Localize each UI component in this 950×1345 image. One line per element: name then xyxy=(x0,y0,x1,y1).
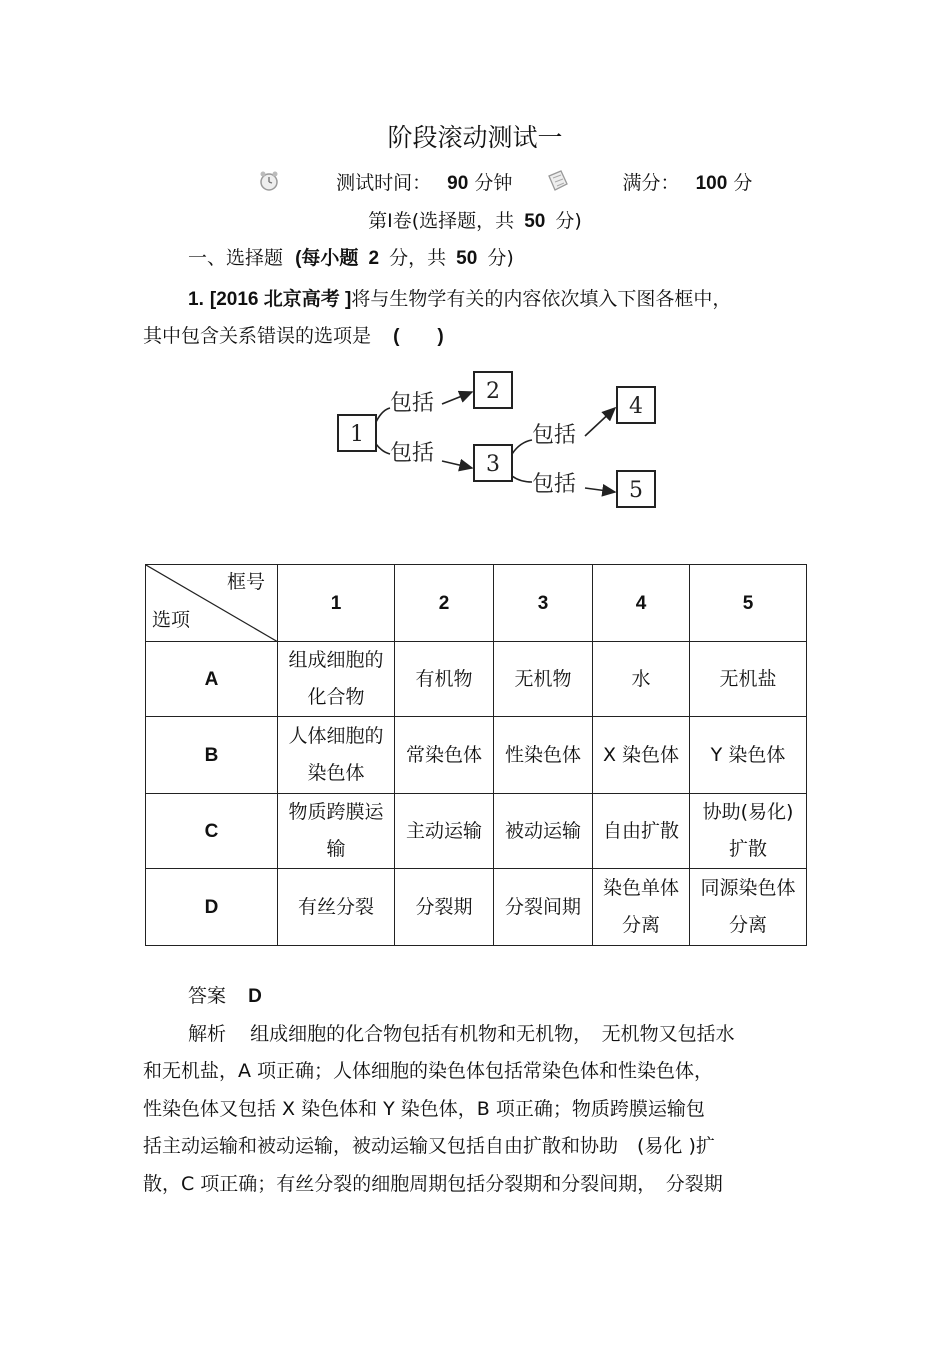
table-corner-cell xyxy=(146,565,278,642)
diagram-box-5-label: 5 xyxy=(629,478,643,503)
question-line-1 xyxy=(188,284,731,311)
answer-blank: ( ) xyxy=(393,326,444,347)
table-cell: 同源染色体分离 xyxy=(690,869,807,946)
analysis-line-2: 和无机盐，A 项正确；人体细胞的染色体包括常染色体和性染色体， xyxy=(143,1060,714,1082)
diagram-arrow-3-4 xyxy=(585,408,615,436)
diagram-label-1-3: 包括 xyxy=(390,441,435,466)
table-cell: 无机物 xyxy=(494,642,593,717)
volume-suffix: 分) xyxy=(555,210,582,232)
table-row xyxy=(146,642,807,717)
score-unit: 分 xyxy=(733,172,753,194)
table-cell: Y 染色体 xyxy=(690,717,807,794)
table-cell: 分裂间期 xyxy=(494,869,593,946)
test-meta xyxy=(258,168,752,195)
table-cell: 水 xyxy=(593,642,690,717)
diagram-link-3-5 xyxy=(512,476,532,482)
time-unit: 分钟 xyxy=(474,172,513,194)
diagram-link-1-3 xyxy=(376,444,390,454)
answer-value: D xyxy=(248,986,262,1007)
table-cell: 被动运输 xyxy=(494,794,593,869)
table-cell: 有机物 xyxy=(395,642,494,717)
table-cell: X 染色体 xyxy=(593,717,690,794)
analysis-label: 解析 xyxy=(188,1023,227,1045)
column-header-4: 4 xyxy=(593,565,690,642)
table-cell: 物质跨膜运输 xyxy=(278,794,395,869)
time-label: 测试时间： xyxy=(336,172,432,194)
table-row xyxy=(146,869,807,946)
corner-header-bottom: 选项 xyxy=(152,609,191,631)
table-cell: 主动运输 xyxy=(395,794,494,869)
paper-icon xyxy=(546,170,570,192)
column-header-3: 3 xyxy=(494,565,593,642)
table-cell: 组成细胞的化合物 xyxy=(278,642,395,717)
score-value: 100 xyxy=(695,173,728,194)
section-detail-a: (每小题 xyxy=(295,248,359,269)
corner-header-top: 框号 xyxy=(226,571,265,593)
diagram-label-3-4: 包括 xyxy=(532,423,577,448)
answer-label: 答案 xyxy=(188,985,227,1007)
table-row xyxy=(146,717,807,794)
section-per: 2 xyxy=(368,248,380,269)
section-detail-c: 分) xyxy=(487,247,514,269)
diagram-label-3-5: 包括 xyxy=(532,472,577,497)
question-text-2: 其中包含关系错误的选项是 xyxy=(143,325,372,347)
table-row xyxy=(146,794,807,869)
volume-prefix: 第Ⅰ卷(选择题，共 xyxy=(368,210,515,232)
section-prefix: 一、选择题 xyxy=(188,247,284,269)
inclusion-diagram xyxy=(320,358,680,523)
diagram-link-3-4 xyxy=(512,440,532,454)
question-number: 1. xyxy=(188,289,204,310)
table-cell: 染色单体分离 xyxy=(593,869,690,946)
page-title: 阶段滚动测试一 xyxy=(387,123,563,152)
column-header-1: 1 xyxy=(278,565,395,642)
answer-line xyxy=(188,981,262,1008)
analysis-line-4: 括主动运输和被动运输，被动运输又包括自由扩散和协助 (易化 )扩 xyxy=(143,1135,715,1157)
section-total: 50 xyxy=(456,248,478,269)
score-label: 满分： xyxy=(622,172,680,194)
diagram-link-1-2 xyxy=(376,408,390,422)
analysis-line-1 xyxy=(188,1019,735,1046)
diagram-arrow-3-5 xyxy=(585,488,615,492)
row-key: C xyxy=(146,794,278,869)
volume-points: 50 xyxy=(524,211,546,232)
analysis-text-1: 组成细胞的化合物包括有机物和无机物， 无机物又包括水 xyxy=(250,1023,735,1045)
table-cell: 无机盐 xyxy=(690,642,807,717)
table-cell: 人体细胞的染色体 xyxy=(278,717,395,794)
diagram-box-4-label: 4 xyxy=(629,394,643,419)
analysis-line-5: 散，C 项正确；有丝分裂的细胞周期包括分裂期和分裂间期， 分裂期 xyxy=(143,1173,723,1195)
column-header-5: 5 xyxy=(690,565,807,642)
table-cell: 常染色体 xyxy=(395,717,494,794)
row-key: B xyxy=(146,717,278,794)
diagram-arrow-1-3 xyxy=(442,461,472,468)
clock-icon xyxy=(258,170,280,192)
section-heading xyxy=(188,243,514,270)
section-detail-b: 分，共 xyxy=(389,247,447,269)
analysis-line-3: 性染色体又包括 X 染色体和 Y 染色体，B 项正确；物质跨膜运输包 xyxy=(143,1098,705,1120)
table-cell: 自由扩散 xyxy=(593,794,690,869)
diagram-box-1-label: 1 xyxy=(350,422,364,447)
column-header-2: 2 xyxy=(395,565,494,642)
table-cell: 有丝分裂 xyxy=(278,869,395,946)
diagram-box-2-label: 2 xyxy=(486,379,500,404)
question-text-1: 将与生物学有关的内容依次填入下图各框中， xyxy=(351,288,732,310)
table-cell: 协助(易化)扩散 xyxy=(690,794,807,869)
options-table xyxy=(145,564,807,946)
diagram-arrow-1-2 xyxy=(442,392,472,404)
diagram-box-3-label: 3 xyxy=(486,452,500,477)
question-line-2 xyxy=(143,321,444,348)
diagram-label-1-2: 包括 xyxy=(390,391,435,416)
row-key: A xyxy=(146,642,278,717)
time-value: 90 xyxy=(447,173,469,194)
table-cell: 分裂期 xyxy=(395,869,494,946)
volume-heading xyxy=(0,206,950,233)
table-cell: 性染色体 xyxy=(494,717,593,794)
row-key: D xyxy=(146,869,278,946)
question-source: [2016 北京高考 ] xyxy=(209,289,352,310)
